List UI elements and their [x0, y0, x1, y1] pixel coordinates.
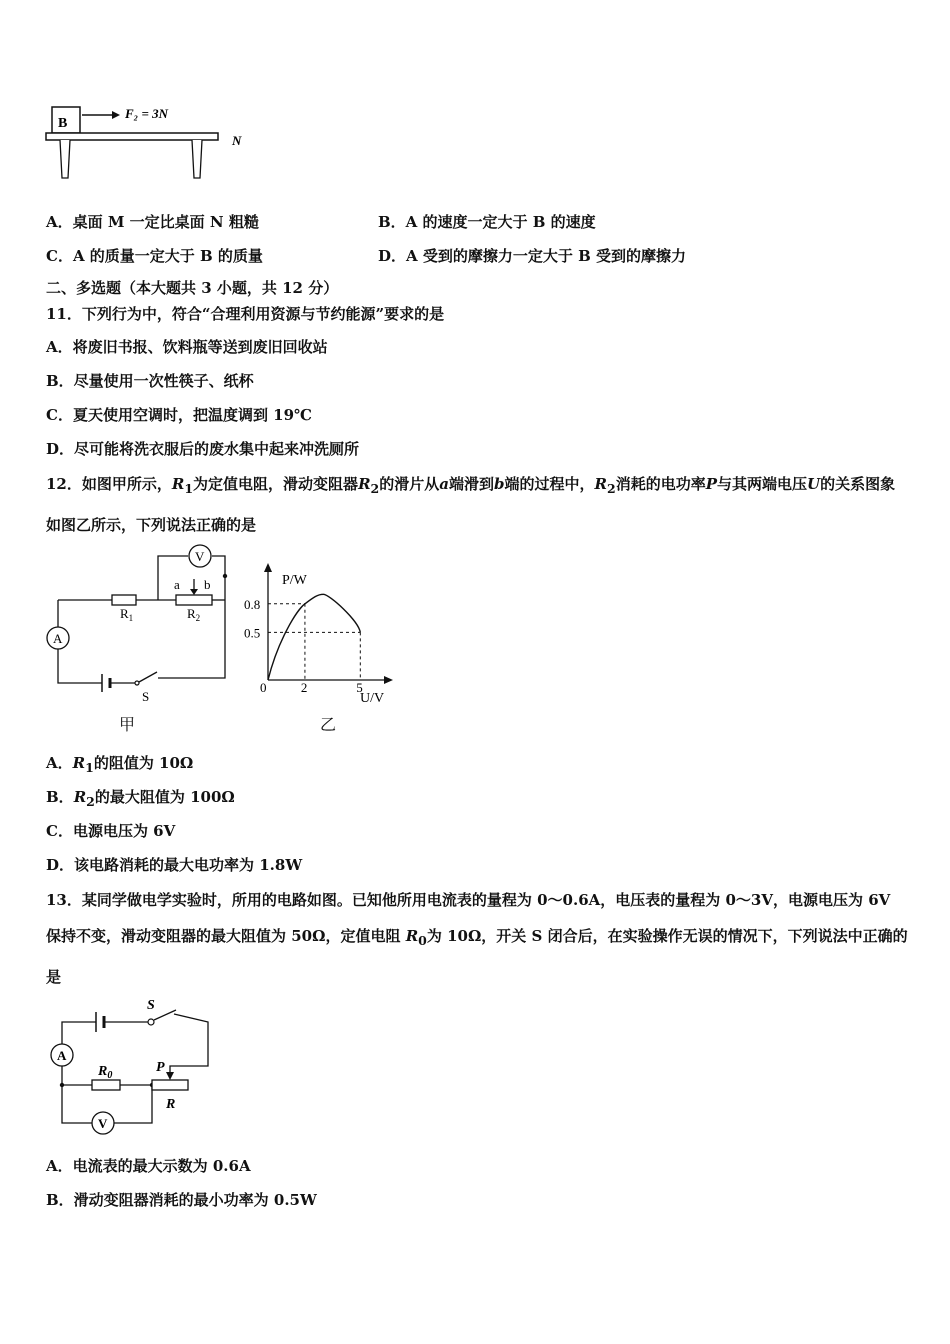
q13-stem-text: 13．某同学做电学实验时，所用的电路如图。已知他所用电流表的量程为 0～0.6A，电压表的量程为 0～3V，电源电压为 6V 保持不变，滑动变阻器的最大阻值为 50Ω，定值电阻: [46, 891, 891, 945]
voltmeter-label: V: [98, 1116, 108, 1131]
q11-option-b[interactable]: B．尽量使用一次性筷子、纸杯: [46, 372, 254, 390]
chart-y-arrow: [264, 563, 272, 572]
node-dot-left: [60, 1083, 64, 1087]
r-label: R: [166, 1097, 176, 1112]
q13-r0: R: [405, 927, 419, 945]
q13-r0-sub: 0: [418, 933, 427, 948]
wire-top-right: [174, 1014, 208, 1066]
switch-label: S: [142, 689, 150, 704]
chart-series-line: [268, 594, 360, 680]
switch-blade: [139, 672, 157, 682]
q12-b-var: b: [494, 475, 505, 493]
chart-x-tick-2: 2: [300, 680, 308, 695]
switch-pivot: [135, 681, 139, 685]
q12-a-r: R: [72, 754, 86, 772]
chart-y-tick-0.8: 0.8: [244, 596, 261, 612]
q12-r1-sub: 1: [184, 481, 194, 496]
q11-stem: 11．下列行为中，符合“合理利用资源与节约能源”要求的是: [46, 305, 445, 323]
q10-option-b[interactable]: B．A 的速度一定大于 B 的速度: [378, 213, 596, 231]
table-leg-left: [60, 140, 70, 178]
slider-wire: [170, 1066, 192, 1072]
q12-p-var: P: [705, 475, 717, 493]
q12-r2b: R: [594, 475, 607, 493]
q13-option-b[interactable]: B．滑动变阻器消耗的最小功率为 0.5W: [46, 1191, 317, 1209]
r2-end-a: a: [174, 577, 180, 592]
q12-a-var: a: [439, 475, 449, 493]
table-leg-right: [192, 140, 202, 178]
q12-stem-text: 与其两端电压: [716, 475, 807, 493]
q11-option-d[interactable]: D．尽可能将洗衣服后的废水集中起来冲洗厕所: [46, 440, 360, 458]
switch-blade: [154, 1010, 176, 1020]
r2-label: $R_2$: [187, 606, 201, 623]
fig-yi-label: 乙: [320, 715, 337, 734]
q12-b-sub: 2: [86, 794, 95, 809]
q12-option-b[interactable]: [46, 787, 235, 812]
chart-x-tick-5: 5: [356, 680, 363, 695]
force-label: F₂ = 3N: [125, 106, 168, 121]
q11-option-c[interactable]: C．夏天使用空调时，把温度调到 19℃: [46, 406, 313, 424]
table-figure: [40, 98, 260, 188]
q12-circuit: [40, 538, 240, 713]
block-b-label: B: [58, 116, 68, 131]
q11-option-a[interactable]: A．将废旧书报、饮料瓶等送到废旧回收站: [46, 338, 328, 356]
q12-option-a[interactable]: [46, 753, 193, 778]
q12-r2b-sub: 2: [606, 481, 616, 496]
q12-r2: R: [358, 475, 371, 493]
wire-left-bottom: [58, 648, 102, 683]
q13-stem: [46, 882, 908, 995]
table-top: [46, 133, 218, 140]
chart-origin-label: 0: [260, 680, 267, 695]
q13-option-a[interactable]: A．电流表的最大示数为 0.6A: [46, 1157, 251, 1175]
q12-stem-text: 为定值电阻，滑动变阻器: [193, 475, 359, 493]
q12-stem-text: 端滑到: [448, 475, 494, 493]
fig-jia-label: 甲: [119, 715, 136, 734]
rheostat-r: [152, 1080, 188, 1090]
q12-b-r: R: [73, 788, 87, 806]
q10-option-c[interactable]: C．A 的质量一定大于 B 的质量: [46, 247, 263, 265]
voltmeter-label: V: [195, 549, 205, 564]
q12-option-c[interactable]: C．电源电压为 6V: [46, 822, 176, 840]
q12-stem-text: 的关系图象如图乙所示，下列说法正确的是: [46, 475, 896, 534]
q12-pu-chart: [238, 560, 398, 710]
force-arrow-head: [112, 111, 120, 119]
wire-top-left: [62, 1022, 96, 1044]
q10-option-a[interactable]: A．桌面 M 一定比桌面 N 粗糙: [46, 213, 259, 231]
q12-a-sub: 1: [85, 760, 94, 775]
q12-a-prefix: A．: [46, 754, 73, 772]
q12-stem: [46, 466, 908, 543]
chart-y-tick-0.5: 0.5: [244, 625, 261, 641]
chart-x-label: U/V: [360, 691, 385, 706]
chart-y-label: P/W: [282, 573, 307, 588]
r2-end-b: b: [204, 577, 211, 592]
q12-b-text: 的最大阻值为 100Ω: [94, 788, 235, 806]
switch-pivot: [148, 1019, 154, 1025]
q12-option-d[interactable]: D．该电路消耗的最大电功率为 1.8W: [46, 856, 303, 874]
resistor-r0: [92, 1080, 120, 1090]
slider-label: P: [156, 1060, 165, 1075]
q12-r2-sub: 2: [370, 481, 380, 496]
wire-voltmeter: [158, 556, 188, 600]
q12-stem-text: 端的过程中，: [504, 475, 595, 493]
wire-v-right: [114, 1085, 152, 1123]
table-label: N: [232, 133, 242, 148]
node-dot: [223, 574, 227, 578]
q12-stem-text: 消耗的电功率: [615, 475, 706, 493]
chart-x-arrow: [384, 676, 393, 684]
wire-voltmeter-right: [212, 556, 225, 576]
r1-label: $R_1$: [120, 606, 134, 623]
q13-circuit: [40, 992, 240, 1142]
r0-label: $R_0$: [98, 1064, 113, 1081]
q12-a-text: 的阻值为 10Ω: [93, 754, 194, 772]
q12-stem-text: 的滑片从: [379, 475, 440, 493]
wire-v-left: [62, 1085, 92, 1123]
switch-label: S: [147, 998, 155, 1013]
slider-arrow: [190, 589, 198, 595]
wire-bottom-right: [158, 576, 225, 678]
ammeter-label: A: [57, 1048, 67, 1063]
q12-stem-text: 12．如图甲所示，: [46, 475, 172, 493]
resistor-r2: [176, 595, 212, 605]
section-title: 二、多选题（本大题共 3 小题，共 12 分）: [46, 279, 339, 297]
q12-b-prefix: B．: [46, 788, 74, 806]
q12-r1: R: [171, 475, 185, 493]
slider-arrow: [166, 1072, 174, 1080]
ammeter-label: A: [53, 631, 63, 646]
q10-option-d[interactable]: D．A 受到的摩擦力一定大于 B 受到的摩擦力: [378, 247, 686, 265]
resistor-r1: [112, 595, 136, 605]
q13-stem-text: 为 10Ω，开关 S 闭合后，在实验操作无误的情况下，下列说法中正确的是: [46, 927, 908, 986]
q12-u-var: U: [807, 475, 821, 493]
